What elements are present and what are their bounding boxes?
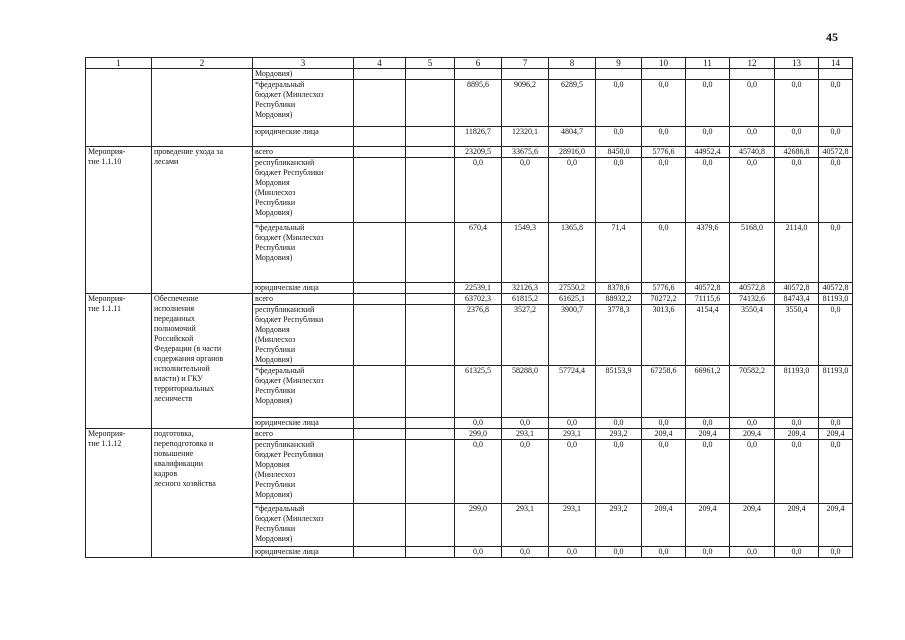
funding-source-cell: республиканский бюджет Республики Мордовия (Минлесхоз Республики Мордовия) bbox=[253, 158, 354, 223]
col-4-cell bbox=[354, 504, 406, 547]
value-cell: 0,0 bbox=[596, 440, 642, 504]
event-description-cell bbox=[152, 69, 253, 147]
value-cell: 3527,2 bbox=[502, 305, 549, 366]
value-cell: 57724,4 bbox=[549, 366, 596, 418]
value-cell: 8378,6 bbox=[596, 283, 642, 294]
value-cell: 0,0 bbox=[819, 127, 853, 147]
value-cell: 0,0 bbox=[455, 158, 502, 223]
value-cell: 0,0 bbox=[642, 440, 686, 504]
value-cell bbox=[730, 69, 775, 80]
col-4-cell bbox=[354, 305, 406, 366]
value-cell: 74132,6 bbox=[730, 294, 775, 305]
col-4-cell bbox=[354, 283, 406, 294]
funding-source-cell: юридические лица bbox=[253, 418, 354, 429]
value-cell bbox=[596, 69, 642, 80]
event-description-cell: подготовка, переподготовка и повышение квалификации кадров лесного хозяйства bbox=[152, 429, 253, 558]
value-cell: 12320,1 bbox=[502, 127, 549, 147]
value-cell: 71115,6 bbox=[686, 294, 730, 305]
value-cell: 0,0 bbox=[686, 440, 730, 504]
value-cell: 32126,3 bbox=[502, 283, 549, 294]
header-row bbox=[86, 58, 853, 69]
value-cell: 0,0 bbox=[730, 440, 775, 504]
value-cell: 293,2 bbox=[596, 429, 642, 440]
funding-source-cell: республиканский бюджет Республики Мордовия (Минлесхоз Республики Мордовия) bbox=[253, 440, 354, 504]
value-cell: 0,0 bbox=[686, 80, 730, 127]
funding-source-cell: юридические лица bbox=[253, 547, 354, 558]
column-header: 4 bbox=[354, 58, 406, 69]
funding-source-cell: юридические лица bbox=[253, 283, 354, 294]
value-cell: 27550,2 bbox=[549, 283, 596, 294]
value-cell: 0,0 bbox=[455, 547, 502, 558]
col-5-cell bbox=[406, 80, 455, 127]
value-cell: 0,0 bbox=[775, 440, 819, 504]
value-cell: 209,4 bbox=[819, 504, 853, 547]
value-cell: 0,0 bbox=[730, 127, 775, 147]
value-cell: 293,1 bbox=[502, 504, 549, 547]
column-header: 9 bbox=[596, 58, 642, 69]
value-cell: 0,0 bbox=[549, 418, 596, 429]
value-cell: 33675,6 bbox=[502, 147, 549, 158]
column-header: 3 bbox=[253, 58, 354, 69]
value-cell: 40572,8 bbox=[686, 283, 730, 294]
budget-table bbox=[85, 57, 853, 558]
value-cell: 45740,8 bbox=[730, 147, 775, 158]
value-cell: 0,0 bbox=[596, 158, 642, 223]
value-cell: 299,0 bbox=[455, 429, 502, 440]
event-description-cell: Обеспечение исполнения переданных полномочий Российской Федерации (в части содержания органов исполнительной власти) и ГКУ территориальных лесничеств bbox=[152, 294, 253, 429]
value-cell: 1549,3 bbox=[502, 223, 549, 283]
column-header: 1 bbox=[86, 58, 152, 69]
value-cell: 0,0 bbox=[819, 547, 853, 558]
value-cell: 61815,2 bbox=[502, 294, 549, 305]
value-cell: 81193,0 bbox=[819, 294, 853, 305]
value-cell: 209,4 bbox=[686, 429, 730, 440]
col-5-cell bbox=[406, 283, 455, 294]
value-cell: 0,0 bbox=[775, 127, 819, 147]
value-cell: 0,0 bbox=[502, 547, 549, 558]
funding-source-cell: юридические лица bbox=[253, 127, 354, 147]
value-cell: 2114,0 bbox=[775, 223, 819, 283]
value-cell: 0,0 bbox=[819, 80, 853, 127]
col-4-cell bbox=[354, 418, 406, 429]
value-cell: 0,0 bbox=[642, 158, 686, 223]
funding-source-cell: республиканский бюджет Республики Мордовия (Минлесхоз Республики Мордовия) bbox=[253, 305, 354, 366]
table-row bbox=[86, 294, 853, 305]
value-cell: 0,0 bbox=[455, 418, 502, 429]
column-header: 10 bbox=[642, 58, 686, 69]
value-cell: 0,0 bbox=[642, 547, 686, 558]
value-cell: 3778,3 bbox=[596, 305, 642, 366]
value-cell: 40572,8 bbox=[819, 283, 853, 294]
funding-source-cell: всего bbox=[253, 429, 354, 440]
value-cell: 293,1 bbox=[549, 504, 596, 547]
col-4-cell bbox=[354, 69, 406, 80]
value-cell: 61325,5 bbox=[455, 366, 502, 418]
column-header: 8 bbox=[549, 58, 596, 69]
column-header: 14 bbox=[819, 58, 853, 69]
event-description-cell: проведение ухода за лесами bbox=[152, 147, 253, 294]
column-header: 5 bbox=[406, 58, 455, 69]
value-cell bbox=[775, 69, 819, 80]
value-cell: 66961,2 bbox=[686, 366, 730, 418]
value-cell: 2376,8 bbox=[455, 305, 502, 366]
col-5-cell bbox=[406, 547, 455, 558]
value-cell: 209,4 bbox=[819, 429, 853, 440]
value-cell: 8450,0 bbox=[596, 147, 642, 158]
column-header: 11 bbox=[686, 58, 730, 69]
value-cell: 0,0 bbox=[686, 418, 730, 429]
event-name-cell bbox=[86, 69, 152, 147]
value-cell: 209,4 bbox=[686, 504, 730, 547]
column-header: 12 bbox=[730, 58, 775, 69]
table-body bbox=[86, 58, 853, 558]
value-cell: 209,4 bbox=[642, 429, 686, 440]
value-cell: 209,4 bbox=[775, 504, 819, 547]
funding-source-cell: *федеральный бюджет (Минлесхоз Республики Мордовия) bbox=[253, 80, 354, 127]
value-cell: 11826,7 bbox=[455, 127, 502, 147]
value-cell: 0,0 bbox=[642, 80, 686, 127]
value-cell: 0,0 bbox=[730, 547, 775, 558]
value-cell: 0,0 bbox=[642, 223, 686, 283]
value-cell: 4379,6 bbox=[686, 223, 730, 283]
value-cell: 9096,2 bbox=[502, 80, 549, 127]
col-5-cell bbox=[406, 294, 455, 305]
column-header: 2 bbox=[152, 58, 253, 69]
col-4-cell bbox=[354, 80, 406, 127]
value-cell: 8895,6 bbox=[455, 80, 502, 127]
event-name-cell: Мероприя- тие 1.1.12 bbox=[86, 429, 152, 558]
value-cell: 0,0 bbox=[819, 223, 853, 283]
value-cell: 44952,4 bbox=[686, 147, 730, 158]
value-cell: 0,0 bbox=[549, 547, 596, 558]
value-cell: 0,0 bbox=[502, 418, 549, 429]
value-cell: 63702,3 bbox=[455, 294, 502, 305]
col-5-cell bbox=[406, 418, 455, 429]
value-cell: 40572,8 bbox=[730, 283, 775, 294]
funding-source-cell: Мордовия) bbox=[253, 69, 354, 80]
value-cell: 5776,6 bbox=[642, 283, 686, 294]
value-cell: 0,0 bbox=[775, 158, 819, 223]
col-5-cell bbox=[406, 504, 455, 547]
col-5-cell bbox=[406, 429, 455, 440]
funding-source-cell: всего bbox=[253, 294, 354, 305]
column-header: 13 bbox=[775, 58, 819, 69]
value-cell: 0,0 bbox=[819, 305, 853, 366]
funding-source-cell: *федеральный бюджет (Минлесхоз Республики Мордовия) bbox=[253, 223, 354, 283]
value-cell: 0,0 bbox=[730, 418, 775, 429]
value-cell: 209,4 bbox=[730, 504, 775, 547]
value-cell: 4154,4 bbox=[686, 305, 730, 366]
col-4-cell bbox=[354, 429, 406, 440]
value-cell: 209,4 bbox=[642, 504, 686, 547]
value-cell: 58288,0 bbox=[502, 366, 549, 418]
col-4-cell bbox=[354, 294, 406, 305]
value-cell: 293,1 bbox=[549, 429, 596, 440]
col-5-cell bbox=[406, 223, 455, 283]
value-cell: 0,0 bbox=[502, 158, 549, 223]
col-4-cell bbox=[354, 147, 406, 158]
value-cell: 23209,5 bbox=[455, 147, 502, 158]
col-4-cell bbox=[354, 440, 406, 504]
col-5-cell bbox=[406, 147, 455, 158]
value-cell: 670,4 bbox=[455, 223, 502, 283]
col-4-cell bbox=[354, 127, 406, 147]
value-cell: 0,0 bbox=[596, 547, 642, 558]
value-cell: 299,0 bbox=[455, 504, 502, 547]
col-5-cell bbox=[406, 305, 455, 366]
funding-source-cell: *федеральный бюджет (Минлесхоз Республики Мордовия) bbox=[253, 504, 354, 547]
value-cell: 22539,1 bbox=[455, 283, 502, 294]
page-number: 45 bbox=[826, 30, 838, 44]
value-cell: 0,0 bbox=[686, 127, 730, 147]
value-cell: 0,0 bbox=[502, 440, 549, 504]
value-cell: 0,0 bbox=[730, 80, 775, 127]
value-cell: 209,4 bbox=[730, 429, 775, 440]
col-5-cell bbox=[406, 158, 455, 223]
col-4-cell bbox=[354, 366, 406, 418]
value-cell: 42686,8 bbox=[775, 147, 819, 158]
value-cell: 70582,2 bbox=[730, 366, 775, 418]
value-cell: 3550,4 bbox=[775, 305, 819, 366]
table-row bbox=[86, 429, 853, 440]
col-5-cell bbox=[406, 440, 455, 504]
value-cell: 0,0 bbox=[819, 440, 853, 504]
value-cell: 70272,2 bbox=[642, 294, 686, 305]
col-5-cell bbox=[406, 69, 455, 80]
value-cell: 3900,7 bbox=[549, 305, 596, 366]
value-cell: 6289,5 bbox=[549, 80, 596, 127]
value-cell: 0,0 bbox=[686, 547, 730, 558]
value-cell: 293,1 bbox=[502, 429, 549, 440]
value-cell: 28916,0 bbox=[549, 147, 596, 158]
value-cell: 5776,6 bbox=[642, 147, 686, 158]
value-cell: 81193,0 bbox=[819, 366, 853, 418]
value-cell bbox=[819, 69, 853, 80]
value-cell: 0,0 bbox=[596, 127, 642, 147]
value-cell: 0,0 bbox=[549, 440, 596, 504]
value-cell: 4804,7 bbox=[549, 127, 596, 147]
value-cell: 1365,8 bbox=[549, 223, 596, 283]
value-cell: 3013,6 bbox=[642, 305, 686, 366]
value-cell: 0,0 bbox=[819, 418, 853, 429]
value-cell: 0,0 bbox=[730, 158, 775, 223]
value-cell: 84743,4 bbox=[775, 294, 819, 305]
value-cell: 40572,8 bbox=[819, 147, 853, 158]
value-cell: 5168,0 bbox=[730, 223, 775, 283]
value-cell: 0,0 bbox=[549, 158, 596, 223]
value-cell: 85153,9 bbox=[596, 366, 642, 418]
value-cell: 0,0 bbox=[596, 80, 642, 127]
col-4-cell bbox=[354, 547, 406, 558]
value-cell: 0,0 bbox=[775, 80, 819, 127]
value-cell: 61625,1 bbox=[549, 294, 596, 305]
col-4-cell bbox=[354, 158, 406, 223]
value-cell: 71,4 bbox=[596, 223, 642, 283]
value-cell: 293,2 bbox=[596, 504, 642, 547]
value-cell: 0,0 bbox=[455, 440, 502, 504]
value-cell bbox=[642, 69, 686, 80]
value-cell: 0,0 bbox=[686, 158, 730, 223]
table-row bbox=[86, 147, 853, 158]
col-5-cell bbox=[406, 366, 455, 418]
value-cell: 0,0 bbox=[775, 418, 819, 429]
value-cell: 67258,6 bbox=[642, 366, 686, 418]
value-cell: 0,0 bbox=[596, 418, 642, 429]
value-cell: 0,0 bbox=[642, 127, 686, 147]
value-cell: 3550,4 bbox=[730, 305, 775, 366]
table-row bbox=[86, 69, 853, 80]
value-cell bbox=[502, 69, 549, 80]
value-cell bbox=[686, 69, 730, 80]
event-name-cell: Мероприя- тие 1.1.11 bbox=[86, 294, 152, 429]
value-cell bbox=[455, 69, 502, 80]
funding-source-cell: *федеральный бюджет (Минлесхоз Республики Мордовия) bbox=[253, 366, 354, 418]
value-cell: 0,0 bbox=[775, 547, 819, 558]
col-5-cell bbox=[406, 127, 455, 147]
column-header: 7 bbox=[502, 58, 549, 69]
value-cell: 81193,0 bbox=[775, 366, 819, 418]
column-header: 6 bbox=[455, 58, 502, 69]
value-cell: 0,0 bbox=[819, 158, 853, 223]
event-name-cell: Мероприя- тие 1.1.10 bbox=[86, 147, 152, 294]
value-cell: 88932,2 bbox=[596, 294, 642, 305]
value-cell: 209,4 bbox=[775, 429, 819, 440]
value-cell: 40572,8 bbox=[775, 283, 819, 294]
value-cell: 0,0 bbox=[642, 418, 686, 429]
value-cell bbox=[549, 69, 596, 80]
col-4-cell bbox=[354, 223, 406, 283]
funding-source-cell: всего bbox=[253, 147, 354, 158]
